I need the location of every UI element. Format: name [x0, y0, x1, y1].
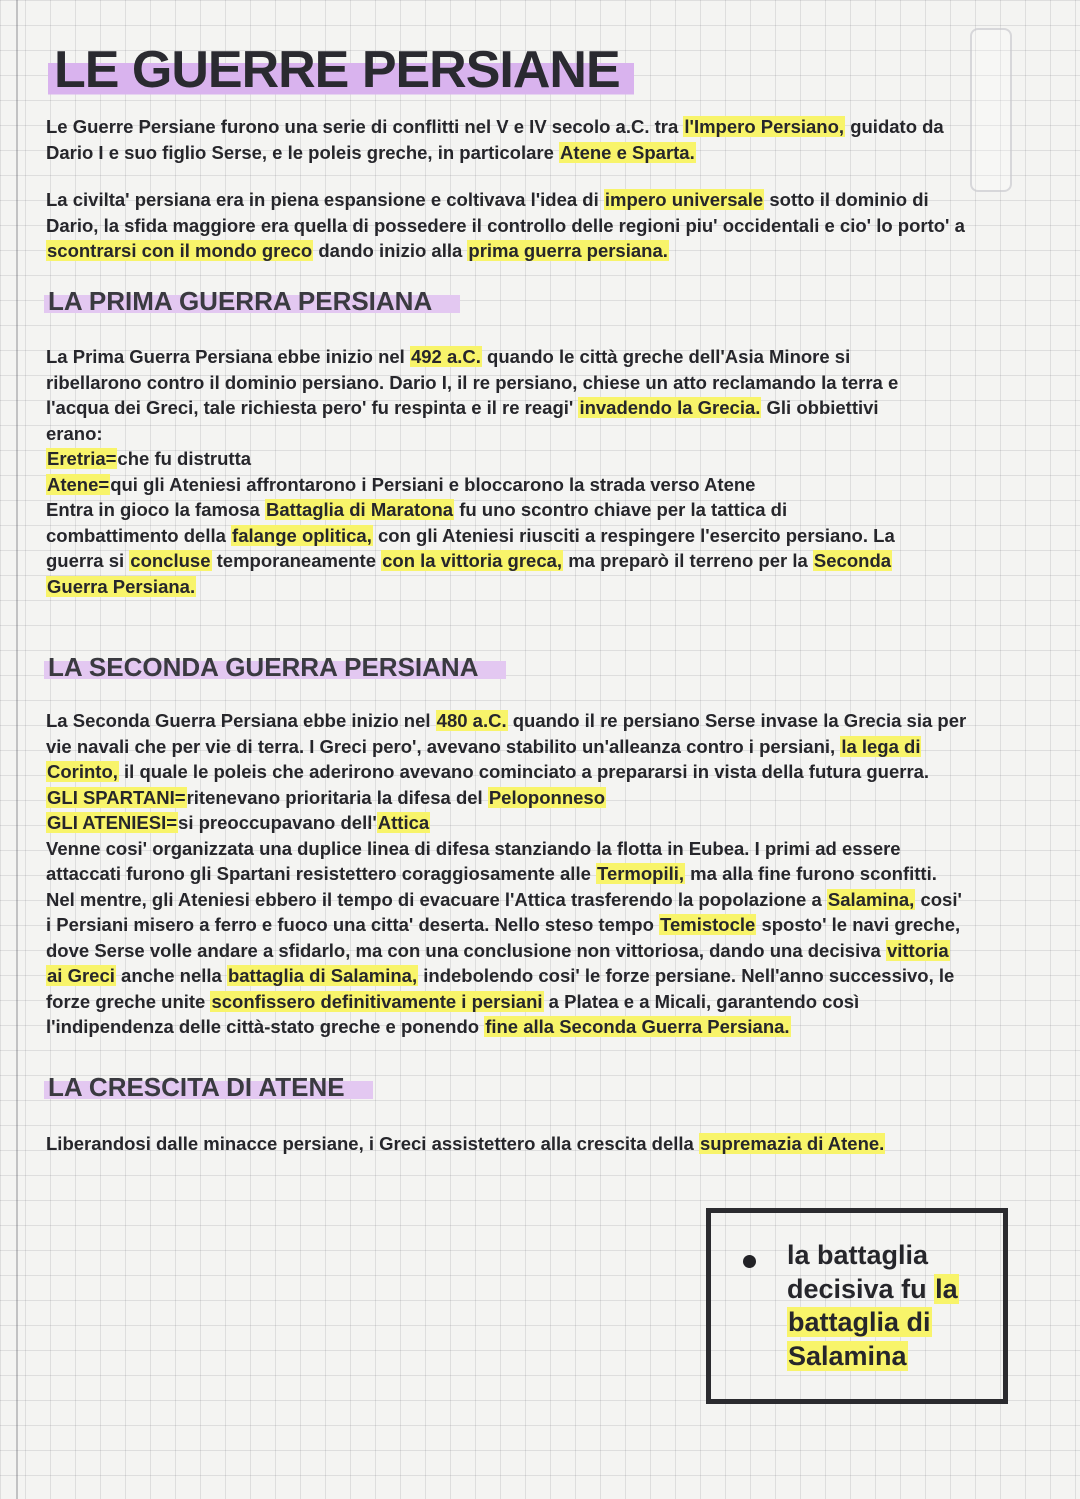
- text-line: [46, 708, 1031, 734]
- text-segment: La Prima Guerra Persiana ebbe inizio nel: [46, 346, 410, 367]
- text-line: [46, 238, 1031, 264]
- text-segment: Nel mentre, gli Ateniesi ebbero il tempo di evacuare l'Attica trasferendo la popolazione a: [46, 888, 827, 910]
- text-line: [46, 785, 1031, 811]
- highlighted-text: battaglia di: [788, 1307, 931, 1337]
- text-line: [46, 114, 1031, 140]
- text-segment: quando le città greche dell'Asia Minore si: [481, 346, 851, 367]
- text-segment: combattimento della: [46, 524, 232, 546]
- text-segment: La Seconda Guerra Persiana ebbe inizio nel: [46, 710, 436, 731]
- bullet-dot-icon: [743, 1255, 756, 1268]
- text-segment: fu uno scontro chiave per la tattica di: [454, 499, 788, 520]
- text-segment: Entra in gioco la famosa: [46, 499, 265, 520]
- note-box: [706, 1208, 1008, 1404]
- highlighted-text: falange oplitica,: [232, 524, 372, 546]
- text-line: [46, 395, 1031, 421]
- text-line: [46, 887, 1031, 913]
- text-line: [46, 523, 1031, 549]
- section-heading-seconda-guerra: LA SECONDA GUERRA PERSIANA: [44, 652, 506, 683]
- highlighted-text: Atene=: [47, 473, 110, 495]
- text-line: [46, 497, 1031, 523]
- text-line: [46, 1131, 1031, 1157]
- highlighted-text: Atene e Sparta.: [560, 141, 695, 163]
- text-segment: Venne cosi' organizzata una duplice linea di difesa stanziando la flotta in Eubea. I primi ad essere: [46, 837, 901, 859]
- text-line: [46, 989, 1031, 1015]
- notebook-margin-line: [16, 0, 18, 1499]
- section-body-prima-guerra: [46, 344, 1031, 599]
- highlighted-text: Salamina: [788, 1340, 907, 1371]
- note-box-text: [787, 1239, 959, 1373]
- highlighted-text: Attica: [377, 812, 430, 833]
- text-segment: dando inizio alla: [313, 240, 468, 261]
- highlighted-text: impero universale: [604, 189, 764, 210]
- text-line: [46, 548, 1031, 574]
- text-segment: attaccati furono gli Spartani resistettero coraggiosamente alle: [46, 863, 597, 884]
- text-segment: sotto il dominio di: [764, 189, 929, 210]
- highlighted-text: GLI ATENIESI=: [47, 812, 178, 833]
- text-line: [46, 472, 1031, 498]
- text-line: [46, 140, 1031, 166]
- text-line: [46, 861, 1031, 887]
- section-body-seconda-guerra: [46, 708, 1031, 1040]
- highlighted-text: fine alla Seconda Guerra Persiana.: [485, 1016, 790, 1037]
- highlighted-text: Peloponneso: [488, 786, 605, 808]
- text-line: [46, 213, 1031, 239]
- text-segment: guerra si: [46, 550, 130, 571]
- page-title: LE GUERRE PERSIANE: [48, 40, 634, 100]
- text-segment: cosi': [915, 888, 962, 910]
- text-segment: la battaglia: [787, 1240, 929, 1270]
- text-segment: forze greche unite: [46, 990, 211, 1012]
- highlighted-text: con la vittoria greca,: [382, 550, 563, 571]
- text-segment: temporaneamente: [211, 550, 382, 571]
- text-line: [787, 1340, 959, 1374]
- text-line: [46, 446, 1031, 472]
- intro-paragraph-1: [46, 114, 1031, 165]
- text-segment: ma alla fine furono sconfitti.: [685, 863, 937, 884]
- section-heading-prima-guerra: LA PRIMA GUERRA PERSIANA: [44, 286, 460, 317]
- highlighted-text: GLI SPARTANI=: [47, 786, 186, 808]
- highlighted-text: 480 a.C.: [436, 710, 507, 731]
- highlighted-text: la lega di: [841, 735, 921, 757]
- text-line: [46, 344, 1031, 370]
- highlighted-text: vittoria: [886, 939, 949, 961]
- text-line: [46, 1014, 1031, 1040]
- text-line: [46, 187, 1031, 213]
- text-segment: La civilta' persiana era in piena espansione e coltivava l'idea di: [46, 189, 604, 210]
- highlighted-text: l'Impero Persiano,: [684, 116, 845, 137]
- page-edge-mark: [970, 28, 1012, 192]
- text-segment: si preoccupavano dell': [178, 812, 377, 833]
- highlighted-text: la: [935, 1273, 958, 1304]
- text-segment: il quale le poleis che aderirono avevano cominciato a prepararsi in vista della futura guerra.: [118, 761, 930, 782]
- text-segment: Le Guerre Persiane furono una serie di conflitti nel V e IV secolo a.C. tra: [46, 116, 684, 137]
- text-line: [46, 370, 1031, 396]
- text-segment: ribellarono contro il dominio persiano. Dario I, il re persiano, chiese un atto reclamando la terra e: [46, 371, 899, 393]
- text-line: [46, 734, 1031, 760]
- highlighted-text: invadendo la Grecia.: [579, 397, 761, 418]
- text-line: [46, 963, 1031, 989]
- text-segment: i Persiani misero a ferro e fuoco una citta' deserta. Nello steso tempo: [46, 914, 660, 935]
- text-line: [46, 574, 1031, 600]
- text-line: [46, 421, 1031, 447]
- highlighted-text: concluse: [130, 550, 211, 571]
- highlighted-text: Salamina,: [827, 888, 915, 910]
- highlighted-text: prima guerra persiana.: [468, 240, 668, 261]
- text-segment: indebolendo cosi' le forze persiane. Nell'anno successivo, le: [418, 965, 955, 986]
- highlighted-text: supremazia di Atene.: [699, 1133, 885, 1154]
- text-segment: erano:: [46, 422, 103, 444]
- highlighted-text: Eretria=: [47, 448, 117, 469]
- text-segment: sposto' le navi greche,: [756, 914, 961, 935]
- highlighted-text: Battaglia di Maratona: [265, 499, 454, 520]
- text-segment: ma preparò il terreno per la: [563, 550, 813, 571]
- text-segment: che fu distrutta: [117, 448, 252, 469]
- text-line: [46, 759, 1031, 785]
- highlighted-text: sconfissero definitivamente i persiani: [211, 990, 543, 1012]
- text-segment: l'acqua dei Greci, tale richiesta pero' fu respinta e il re reagi': [46, 397, 579, 418]
- text-line: [787, 1239, 959, 1273]
- section-body-crescita-atene: [46, 1131, 1031, 1157]
- text-segment: a Platea e a Micali, garantendo così: [543, 990, 860, 1012]
- highlighted-text: 492 a.C.: [410, 346, 481, 367]
- text-segment: quando il re persiano Serse invase la Grecia sia per: [507, 710, 967, 731]
- text-line: [787, 1306, 959, 1340]
- highlighted-text: Temistocle: [660, 914, 756, 935]
- text-segment: qui gli Ateniesi affrontarono i Persiani e bloccarono la strada verso Atene: [110, 473, 756, 495]
- highlighted-text: Guerra Persiana.: [47, 575, 196, 597]
- text-segment: decisiva fu: [787, 1273, 935, 1304]
- text-line: [46, 810, 1031, 836]
- highlighted-text: Corinto,: [47, 761, 118, 782]
- section-heading-crescita-atene: LA CRESCITA DI ATENE: [44, 1072, 373, 1103]
- highlighted-text: Termopili,: [597, 863, 685, 884]
- text-segment: con gli Ateniesi riusciti a respingere l'esercito persiano. La: [372, 524, 895, 546]
- text-segment: ritenevano prioritaria la difesa del: [186, 786, 488, 808]
- highlighted-text: ai Greci: [47, 965, 115, 986]
- text-line: [46, 938, 1031, 964]
- text-line: [46, 912, 1031, 938]
- intro-paragraph-2: [46, 187, 1031, 264]
- text-segment: Liberandosi dalle minacce persiane, i Greci assistettero alla crescita della: [46, 1133, 699, 1154]
- text-segment: vie navali che per vie di terra. I Greci pero', avevano stabilito un'alleanza contro i persiani,: [46, 735, 841, 757]
- text-segment: Dario I e suo figlio Serse, e le poleis greche, in particolare: [46, 141, 560, 163]
- text-line: [787, 1273, 959, 1307]
- text-segment: guidato da: [845, 116, 944, 137]
- text-line: [46, 836, 1031, 862]
- text-segment: anche nella: [115, 965, 227, 986]
- highlighted-text: battaglia di Salamina,: [227, 965, 418, 986]
- highlighted-text: scontrarsi con il mondo greco: [47, 240, 313, 261]
- highlighted-text: Seconda: [813, 550, 892, 571]
- text-segment: Gli obbiettivi: [761, 397, 879, 418]
- text-segment: l'indipendenza delle città-stato greche e ponendo: [46, 1016, 485, 1037]
- text-segment: dove Serse volle andare a sfidarlo, ma con una conclusione non vittoriosa, dando una decisiva: [46, 939, 886, 961]
- text-segment: Dario, la sfida maggiore era quella di possedere il controllo delle regioni piu' occidentali e cio' lo porto' a: [46, 214, 965, 236]
